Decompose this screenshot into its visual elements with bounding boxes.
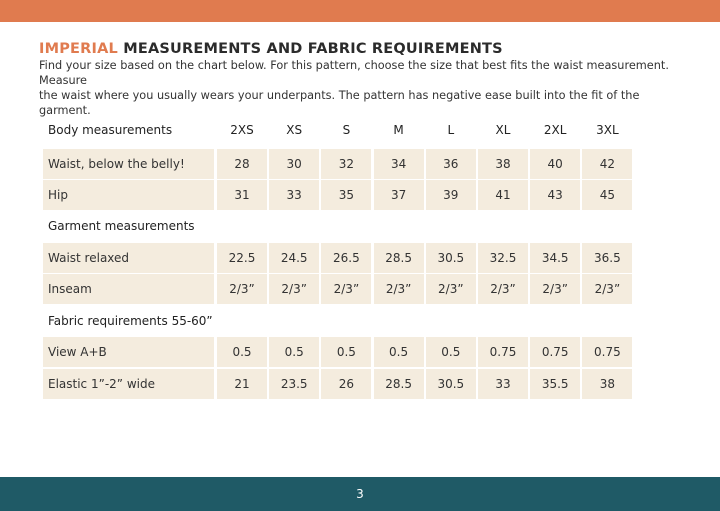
intro-line-1: Find your size based on the chart below. For this pattern, choose the size that best fits the waist measurement. Measure [39,59,669,87]
garment-measurement-cell: 30.5 [426,243,476,273]
garment-measurement-cell: 2/3” [269,274,319,304]
garment-measurement-cell: 34.5 [530,243,580,273]
size-header: XS [286,123,303,137]
intro-line-2: the waist where you usually wears your underpants. The pattern has negative ease built into the fit of the garment. [39,89,640,117]
size-header: 2XS [230,123,254,137]
body-measurement-cell: 34 [374,149,424,179]
garment-measurement-cell: 2/3” [217,274,267,304]
body-measurement-cell: 41 [478,180,528,210]
garment-measurement-row-label: Inseam [43,274,214,304]
fabric-requirement-cell: 0.5 [321,337,371,367]
size-header: 2XL [543,123,567,137]
garment-heading-row [43,211,632,241]
body-measurement-cell: 45 [582,180,632,210]
fabric-requirement-cell: 38 [582,369,632,399]
body-measurement-cell: 36 [426,149,476,179]
garment-measurement-cell: 24.5 [269,243,319,273]
body-measurement-row-label: Hip [43,180,214,210]
body-measurement-cell: 31 [217,180,267,210]
body-measurement-cell: 30 [269,149,319,179]
body-measurements-heading: Body measurements [48,123,173,137]
body-measurement-cell: 40 [530,149,580,179]
garment-measurement-cell: 2/3” [582,274,632,304]
body-measurement-cell: 43 [530,180,580,210]
fabric-requirement-row [43,369,632,399]
garment-measurement-row [43,243,632,273]
body-measurement-row-label: Waist, below the belly! [43,149,214,179]
fabric-requirement-cell: 0.75 [530,337,580,367]
size-header: XL [495,123,511,137]
garment-measurement-row [43,274,632,304]
garment-measurement-row-label: Waist relaxed [43,243,214,273]
fabric-requirement-cell: 23.5 [269,369,319,399]
title-accent: IMPERIAL [39,41,118,57]
table-header-row [43,115,632,145]
fabric-requirement-cell: 0.5 [269,337,319,367]
fabric-requirement-row-label: Elastic 1”-2” wide [43,369,214,399]
fabric-requirement-cell: 28.5 [374,369,424,399]
body-measurement-cell: 37 [374,180,424,210]
body-measurement-cell: 42 [582,149,632,179]
fabric-requirements-heading: Fabric requirements 55-60” [48,314,213,328]
fabric-requirement-cell: 0.5 [374,337,424,367]
fabric-requirement-cell: 26 [321,369,371,399]
body-measurement-cell: 39 [426,180,476,210]
body-measurement-cell: 33 [269,180,319,210]
footer-bar [0,477,720,511]
size-header: L [447,123,455,137]
body-measurement-cell: 32 [321,149,371,179]
fabric-requirement-cell: 30.5 [426,369,476,399]
fabric-requirement-cell: 35.5 [530,369,580,399]
size-header: M [393,123,404,137]
size-header: S [342,123,351,137]
garment-measurement-cell: 2/3” [374,274,424,304]
garment-measurement-cell: 2/3” [530,274,580,304]
fabric-requirement-row-label: View A+B [43,337,214,367]
fabric-requirement-cell: 21 [217,369,267,399]
body-measurement-cell: 28 [217,149,267,179]
fabric-requirement-cell: 0.5 [426,337,476,367]
garment-measurement-cell: 26.5 [321,243,371,273]
garment-measurement-cell: 22.5 [217,243,267,273]
fabric-requirement-cell: 0.5 [217,337,267,367]
garment-measurement-cell: 28.5 [374,243,424,273]
page-header [39,40,689,118]
body-measurement-row [43,180,632,210]
body-measurement-cell: 35 [321,180,371,210]
fabric-requirement-cell: 33 [478,369,528,399]
size-header: 3XL [596,123,619,137]
garment-measurement-cell: 2/3” [321,274,371,304]
garment-measurement-cell: 32.5 [478,243,528,273]
garment-measurements-heading: Garment measurements [48,219,195,233]
body-measurement-row [43,149,632,179]
top-accent-bar [0,0,720,22]
garment-measurement-cell: 36.5 [582,243,632,273]
page-number: 3 [356,487,364,501]
fabric-requirement-row [43,337,632,367]
title-rest: MEASUREMENTS AND FABRIC REQUIREMENTS [117,41,503,57]
fabric-heading-row [43,306,632,336]
garment-measurement-cell: 2/3” [478,274,528,304]
garment-measurement-cell: 2/3” [426,274,476,304]
fabric-requirement-cell: 0.75 [478,337,528,367]
page-title [39,40,689,58]
body-measurement-cell: 38 [478,149,528,179]
fabric-requirement-cell: 0.75 [582,337,632,367]
